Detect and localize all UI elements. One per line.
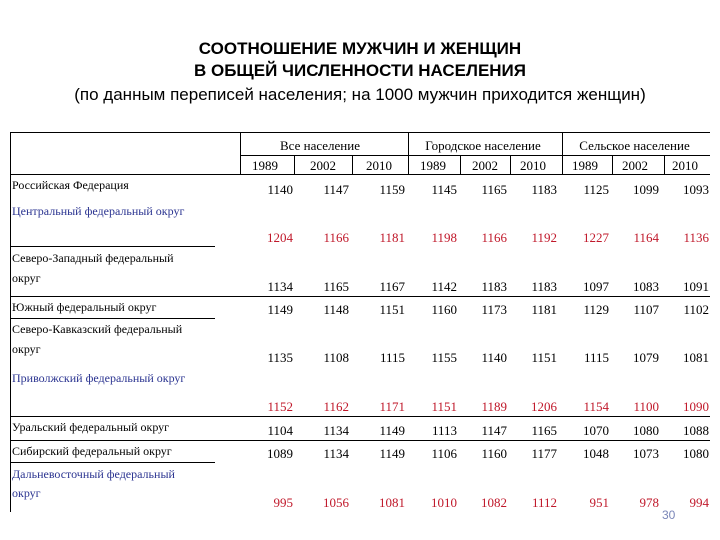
value-cell: 1145 <box>431 182 457 197</box>
value-cell: 1177 <box>531 446 557 461</box>
value-cell: 1099 <box>633 182 659 197</box>
column-rule <box>294 155 295 174</box>
value-cell: 951 <box>589 495 609 510</box>
year-header: 2010 <box>366 158 392 173</box>
row-label-central: Центральный федеральный округ <box>12 204 185 218</box>
row-label-north-caucasus-line2: округ <box>12 342 41 356</box>
column-rule <box>612 155 613 174</box>
value-cell: 1183 <box>481 279 507 294</box>
value-cell: 1183 <box>531 182 557 197</box>
value-cell: 1227 <box>583 230 609 245</box>
value-cell: 1134 <box>323 423 349 438</box>
value-cell: 1136 <box>683 230 709 245</box>
value-cell: 1091 <box>683 279 709 294</box>
value-cell: 1151 <box>531 350 557 365</box>
column-rule <box>510 155 511 174</box>
value-cell: 1093 <box>683 182 709 197</box>
value-cell: 1113 <box>431 423 457 438</box>
value-cell: 1204 <box>267 230 293 245</box>
row-label-siberia: Сибирский федеральный округ <box>12 444 172 458</box>
column-rule <box>460 155 461 174</box>
value-cell: 1149 <box>267 302 293 317</box>
value-cell: 1165 <box>481 182 507 197</box>
value-cell: 1073 <box>633 446 659 461</box>
value-cell: 1112 <box>531 495 557 510</box>
value-cell: 994 <box>689 495 709 510</box>
column-rule <box>408 132 409 174</box>
value-cell: 1080 <box>683 446 709 461</box>
value-cell: 1102 <box>683 302 709 317</box>
value-cell: 1056 <box>323 495 349 510</box>
year-header: 1989 <box>252 158 278 173</box>
year-header: 2002 <box>472 158 498 173</box>
value-cell: 1171 <box>379 399 405 414</box>
value-cell: 1100 <box>633 399 659 414</box>
value-cell: 1142 <box>431 279 457 294</box>
value-cell: 1115 <box>379 350 405 365</box>
value-cell: 1166 <box>481 230 507 245</box>
value-cell: 1192 <box>531 230 557 245</box>
value-cell: 1070 <box>583 423 609 438</box>
value-cell: 1125 <box>583 182 609 197</box>
column-rule <box>352 155 353 174</box>
value-cell: 1134 <box>323 446 349 461</box>
row-label-ural: Уральский федеральный округ <box>12 420 170 434</box>
value-cell: 1181 <box>531 302 557 317</box>
value-cell: 1154 <box>583 399 609 414</box>
header-rule <box>240 155 710 156</box>
value-cell: 1160 <box>481 446 507 461</box>
value-cell: 1151 <box>431 399 457 414</box>
value-cell: 1147 <box>323 182 349 197</box>
row-rule <box>10 246 215 247</box>
value-cell: 1173 <box>481 302 507 317</box>
value-cell: 1081 <box>379 495 405 510</box>
value-cell: 1151 <box>379 302 405 317</box>
value-cell: 1152 <box>267 399 293 414</box>
value-cell: 1107 <box>633 302 659 317</box>
value-cell: 1181 <box>379 230 405 245</box>
page-number: 30 <box>662 508 676 522</box>
year-header: 1989 <box>572 158 598 173</box>
row-label-north-west: Северо-Западный федеральный <box>12 251 174 265</box>
value-cell: 1167 <box>379 279 405 294</box>
value-cell: 1189 <box>481 399 507 414</box>
group-header-all: Все население <box>280 138 360 153</box>
value-cell: 1166 <box>323 230 349 245</box>
value-cell: 1090 <box>683 399 709 414</box>
year-header: 2010 <box>520 158 546 173</box>
value-cell: 1081 <box>683 350 709 365</box>
year-header: 1989 <box>420 158 446 173</box>
value-cell: 1079 <box>633 350 659 365</box>
value-cell: 1206 <box>531 399 557 414</box>
value-cell: 1134 <box>267 279 293 294</box>
value-cell: 1083 <box>633 279 659 294</box>
row-label-north-west-line2: округ <box>12 271 41 285</box>
value-cell: 1140 <box>267 182 293 197</box>
row-label-north-caucasus: Северо-Кавказский федеральный <box>12 322 183 336</box>
value-cell: 1147 <box>481 423 507 438</box>
row-label-russian-federation: Российская Федерация <box>12 178 129 192</box>
value-cell: 1129 <box>583 302 609 317</box>
value-cell: 1010 <box>431 495 457 510</box>
value-cell: 1089 <box>267 446 293 461</box>
value-cell: 1160 <box>431 302 457 317</box>
value-cell: 1198 <box>431 230 457 245</box>
value-cell: 1106 <box>431 446 457 461</box>
row-label-far-east: Дальневосточный федеральный <box>12 467 175 481</box>
row-label-volga: Приволжский федеральный округ <box>12 371 186 385</box>
value-cell: 978 <box>639 495 659 510</box>
title-line-3: (по данным переписей населения; на 1000 мужчин приходится женщин) <box>74 85 646 104</box>
value-cell: 1048 <box>583 446 609 461</box>
value-cell: 1140 <box>481 350 507 365</box>
value-cell: 1162 <box>323 399 349 414</box>
value-cell: 1108 <box>323 350 349 365</box>
value-cell: 1135 <box>267 350 293 365</box>
value-cell: 1183 <box>531 279 557 294</box>
value-cell: 1088 <box>683 423 709 438</box>
value-cell: 995 <box>273 495 293 510</box>
value-cell: 1149 <box>379 446 405 461</box>
column-rule <box>562 132 563 174</box>
column-rule <box>664 155 665 174</box>
column-rule <box>240 132 241 174</box>
value-cell: 1159 <box>379 182 405 197</box>
title-line-2: В ОБЩЕЙ ЧИСЛЕННОСТИ НАСЕЛЕНИЯ <box>193 61 526 80</box>
value-cell: 1097 <box>583 279 609 294</box>
row-rule <box>10 462 215 463</box>
value-cell: 1149 <box>379 423 405 438</box>
value-cell: 1165 <box>531 423 557 438</box>
value-cell: 1164 <box>633 230 659 245</box>
value-cell: 1104 <box>267 423 293 438</box>
row-label-south: Южный федеральный округ <box>12 300 157 314</box>
group-header-urban: Городское население <box>425 138 541 153</box>
value-cell: 1115 <box>583 350 609 365</box>
year-header: 2002 <box>310 158 336 173</box>
year-header: 2002 <box>622 158 648 173</box>
value-cell: 1082 <box>481 495 507 510</box>
value-cell: 1165 <box>323 279 349 294</box>
year-header: 2010 <box>672 158 698 173</box>
value-cell: 1148 <box>323 302 349 317</box>
value-cell: 1080 <box>633 423 659 438</box>
title-line-1: СООТНОШЕНИЕ МУЖЧИН И ЖЕНЩИН <box>198 39 522 58</box>
value-cell: 1155 <box>431 350 457 365</box>
row-label-far-east-line2: округ <box>12 486 41 500</box>
group-header-rural: Сельское население <box>579 138 690 153</box>
